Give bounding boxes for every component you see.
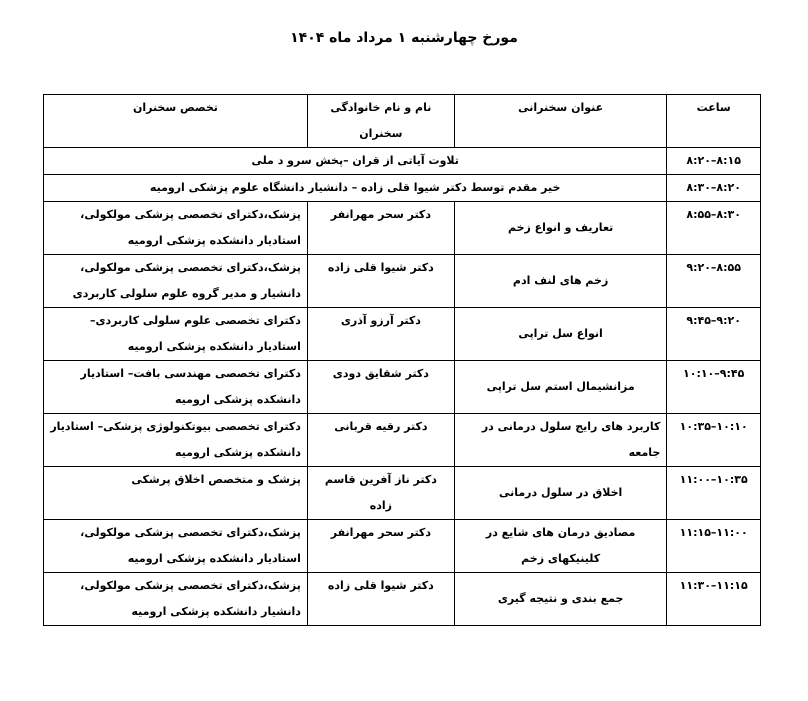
speaker-name-cell: دکتر شیوا قلی زاده (307, 255, 454, 308)
time-cell: ۸:۵۵–۹:۲۰ (667, 255, 761, 308)
topic-cell: کاربرد های رایج سلول درمانی در جامعه (454, 414, 666, 467)
header-specialty: تخصص سخنران (44, 95, 308, 148)
specialty-cell: دکترای تخصصی بیوتکنولوژی پزشکی– استادیار دانشکده پزشکی ارومیه (44, 414, 308, 467)
topic-cell: انواع سل تراپی (454, 308, 666, 361)
table-row (44, 255, 761, 308)
speaker-name-cell: دکتر ناز آفرین قاسم زاده (307, 467, 454, 520)
table-row (44, 573, 761, 626)
time-cell: ۸:۱۵–۸:۲۰ (667, 148, 761, 175)
specialty-cell: پزشک،دکترای تخصصی پزشکی مولکولی، دانشیار و مدیر گروه علوم سلولی کاربردی (44, 255, 308, 308)
time-cell: ۱۱:۰۰–۱۱:۱۵ (667, 520, 761, 573)
topic-cell: اخلاق در سلول درمانی (454, 467, 666, 520)
table-row (44, 175, 761, 202)
table-row (44, 467, 761, 520)
schedule-table (43, 94, 761, 626)
topic-cell: تعاریف و انواع زخم (454, 202, 666, 255)
specialty-cell: دکترای تخصصی مهندسی بافت– استادیار دانشکده پزشکی ارومیه (44, 361, 308, 414)
time-cell: ۱۱:۱۵–۱۱:۳۰ (667, 573, 761, 626)
specialty-cell: پزشک،دکترای تخصصی پزشکی مولکولی، دانشیار دانشکده پزشکی ارومیه (44, 573, 308, 626)
speaker-name-cell: دکتر رقیه قربانی (307, 414, 454, 467)
speaker-name-cell: دکتر آرزو آذری (307, 308, 454, 361)
specialty-cell: پزشک و متخصص اخلاق پرشکی (44, 467, 308, 520)
specialty-cell: دکترای تخصصی علوم سلولی کاربردی– استادیار دانشکده پزشکی ارومیه (44, 308, 308, 361)
speaker-name-cell: دکتر شیوا قلی زاده (307, 573, 454, 626)
header-time: ساعت (667, 95, 761, 148)
specialty-cell: پزشک،دکترای تخصصی پزشکی مولکولی، استادیار دانشکده پزشکی ارومیه (44, 202, 308, 255)
program-cell: تلاوت آیاتی از قران –پخش سرو د ملی (44, 148, 667, 175)
speaker-name-cell: دکتر شقایق دودی (307, 361, 454, 414)
header-topic: عنوان سخنرانی (454, 95, 666, 148)
table-row (44, 361, 761, 414)
table-row (44, 414, 761, 467)
speaker-name-cell: دکتر سحر مهرانفر (307, 202, 454, 255)
table-row (44, 148, 761, 175)
time-cell: ۸:۲۰–۸:۳۰ (667, 175, 761, 202)
topic-cell: جمع بندی و نتیجه گیری (454, 573, 666, 626)
table-row (44, 308, 761, 361)
page-title: مورخ چهارشنبه ۱ مرداد ماه ۱۴۰۴ (290, 30, 518, 46)
program-cell: خیر مقدم توسط دکتر شیوا قلی زاده – دانشیار دانشگاه علوم پزشکی ارومیه (44, 175, 667, 202)
time-cell: ۱۰:۱۰–۱۰:۳۵ (667, 414, 761, 467)
table-header-row (44, 95, 761, 148)
topic-cell: زخم های لنف ادم (454, 255, 666, 308)
topic-cell: مصادیق درمان های شایع در کلینیکهای زخم (454, 520, 666, 573)
time-cell: ۸:۳۰–۸:۵۵ (667, 202, 761, 255)
table-row (44, 202, 761, 255)
header-name: نام و نام خانوادگی سخنران (307, 95, 454, 148)
speaker-name-cell: دکتر سحر مهرانفر (307, 520, 454, 573)
time-cell: ۹:۲۰–۹:۴۵ (667, 308, 761, 361)
time-cell: ۱۰:۳۵–۱۱:۰۰ (667, 467, 761, 520)
table-row (44, 520, 761, 573)
time-cell: ۹:۴۵–۱۰:۱۰ (667, 361, 761, 414)
specialty-cell: پزشک،دکترای تخصصی پزشکی مولکولی، استادیار دانشکده پزشکی ارومیه (44, 520, 308, 573)
topic-cell: مزانشیمال استم سل تراپی (454, 361, 666, 414)
